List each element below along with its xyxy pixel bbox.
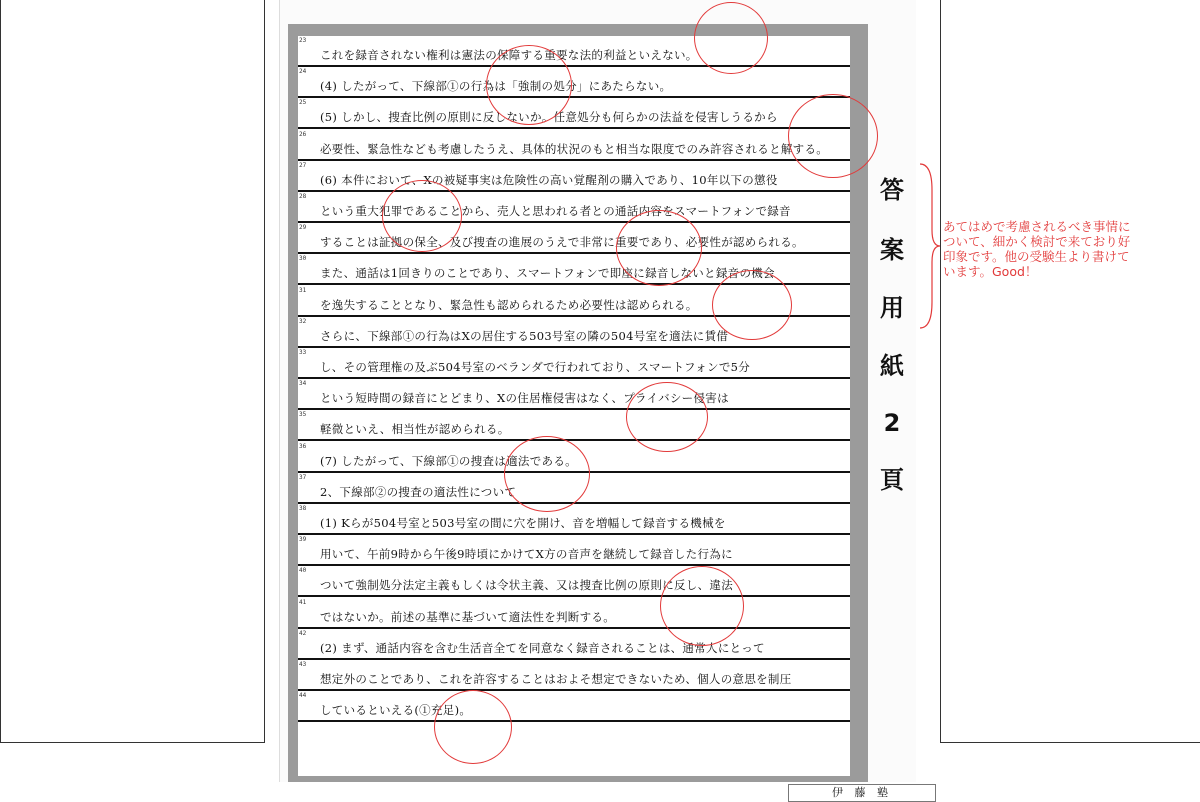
answer-line	[298, 192, 850, 223]
answer-line	[298, 660, 850, 691]
answer-line	[298, 348, 850, 379]
line-number: 42	[299, 629, 307, 637]
right-blank-panel	[940, 0, 1200, 743]
title-char: 2	[883, 409, 901, 437]
answer-line	[298, 130, 850, 161]
line-number: 28	[299, 193, 307, 200]
answer-line	[298, 691, 850, 722]
left-blank-panel	[0, 0, 265, 743]
ruled-line	[298, 720, 850, 722]
red-circle-mark	[712, 270, 792, 340]
line-number: 23	[299, 37, 307, 44]
answer-line	[298, 598, 850, 629]
line-number: 43	[299, 661, 307, 668]
line-text: ではないか。前述の基準に基づいて適法性を判断する。	[320, 609, 615, 624]
line-text: 2、下線部②の捜査の適法性について	[320, 484, 517, 499]
line-text: 軽微といえ、相当性が認められる。	[320, 422, 510, 437]
title-char: 案	[880, 236, 904, 264]
line-text: ついて強制処分法定主義もしくは令状主義、又は捜査比例の原則に反し、違法	[320, 578, 733, 593]
answer-line	[298, 629, 850, 660]
line-text: (5) しかし、捜査比例の原則に反しないか。任意処分も何らかの法益を侵害しうるから	[320, 110, 778, 125]
line-number: 40	[299, 567, 307, 575]
red-circle-mark	[788, 94, 878, 178]
line-number: 29	[299, 224, 307, 232]
red-circle-mark	[434, 690, 512, 764]
line-text: さらに、下線部①の行為はXの居住する503号室の隣の504号室を適法に賃借	[320, 328, 729, 343]
answer-line	[298, 410, 850, 441]
footer-label: 伊 藤 塾	[788, 784, 936, 802]
line-text: という短時間の録音にとどまり、Xの住居権侵害はなく、プライバシー侵害は	[320, 391, 729, 406]
review-comment: あてはめで考慮されるべき事情に ついて、細かく検討で来ており好 印象です。他の受験生より書けて います。Good！	[943, 219, 1131, 279]
line-number: 27	[299, 161, 307, 169]
title-char: 紙	[880, 352, 904, 380]
answer-writing-area	[298, 36, 850, 776]
line-number: 35	[299, 411, 307, 419]
line-text: 想定外のことであり、これを許容することはおよそ想定できないため、個人の意思を制圧	[320, 672, 792, 686]
line-number: 39	[299, 536, 307, 544]
line-text: を逸失することとなり、緊急性も認められるため必要性は認められる。	[320, 297, 698, 312]
red-circle-mark	[382, 180, 462, 252]
line-number: 25	[299, 99, 307, 107]
line-text: (2) まず、通話内容を含む生活音全てを同意なく録音されることは、通常人にとって	[320, 640, 765, 655]
answer-line	[298, 223, 850, 254]
line-text: (6) 本件において、Xの被疑事実は危険性の高い覚醒剤の購入であり、10年以下の懲役	[320, 172, 778, 187]
comment-bracket-mark	[916, 160, 942, 332]
line-number: 32	[299, 317, 307, 325]
line-text: しているといえる(①充足)。	[320, 703, 472, 718]
line-number: 31	[299, 286, 307, 294]
line-number: 33	[299, 349, 307, 356]
answer-line	[298, 161, 850, 192]
line-number: 37	[299, 473, 307, 481]
red-circle-mark	[504, 436, 590, 512]
red-circle-mark	[660, 566, 744, 646]
line-number: 36	[299, 442, 307, 450]
red-circle-mark	[694, 2, 768, 74]
line-text: (7) したがって、下線部①の捜査は適法である。	[320, 453, 577, 468]
line-text: (1) Kらが504号室と503号室の間に穴を開け、音を増幅して録音する機械を	[320, 516, 726, 530]
red-circle-mark	[626, 382, 708, 452]
line-text: という重大犯罪であることから、売人と思われる者との通話内容をスマートフォンで録音	[320, 204, 791, 218]
answer-line	[298, 67, 850, 98]
answer-line	[298, 535, 850, 566]
answer-line	[298, 566, 850, 597]
answer-line	[298, 98, 850, 129]
line-text: 用いて、午前9時から午後9時頃にかけてX方の音声を継続して録音した行為に	[320, 547, 733, 562]
title-char: 用	[880, 294, 904, 322]
answer-line	[298, 379, 850, 410]
title-char: 頁	[880, 466, 904, 494]
line-number: 44	[299, 692, 307, 700]
answer-line	[298, 504, 850, 535]
answer-sheet-frame	[288, 24, 892, 799]
line-text: 必要性、緊急性なども考慮したうえ、具体的状況のもと相当な限度でのみ許容されると解する。	[320, 141, 829, 156]
red-circle-mark	[616, 210, 702, 286]
line-number: 41	[299, 598, 307, 606]
line-text: また、通話は1回きりのことであり、スマートフォンで即座に録音しないと録音の機会	[320, 266, 775, 281]
line-number: 26	[299, 130, 307, 138]
line-number: 24	[299, 68, 307, 76]
line-text: (4) したがって、下線部①の行為は「強制の処分」にあたらない。	[320, 79, 672, 94]
line-text: することは証拠の保全、及び捜査の進展のうえで非常に重要であり、必要性が認められる。	[320, 235, 804, 250]
line-number: 38	[299, 505, 307, 512]
line-number: 30	[299, 255, 307, 263]
line-text: し、その管理権の及ぶ504号室のベランダで行われており、スマートフォンで5分	[320, 360, 751, 374]
red-circle-mark	[486, 45, 572, 125]
line-number: 34	[299, 380, 307, 388]
line-text: これを録音されない権利は憲法の保障する重要な法的利益といえない。	[320, 48, 698, 62]
title-char: 答	[880, 176, 904, 204]
